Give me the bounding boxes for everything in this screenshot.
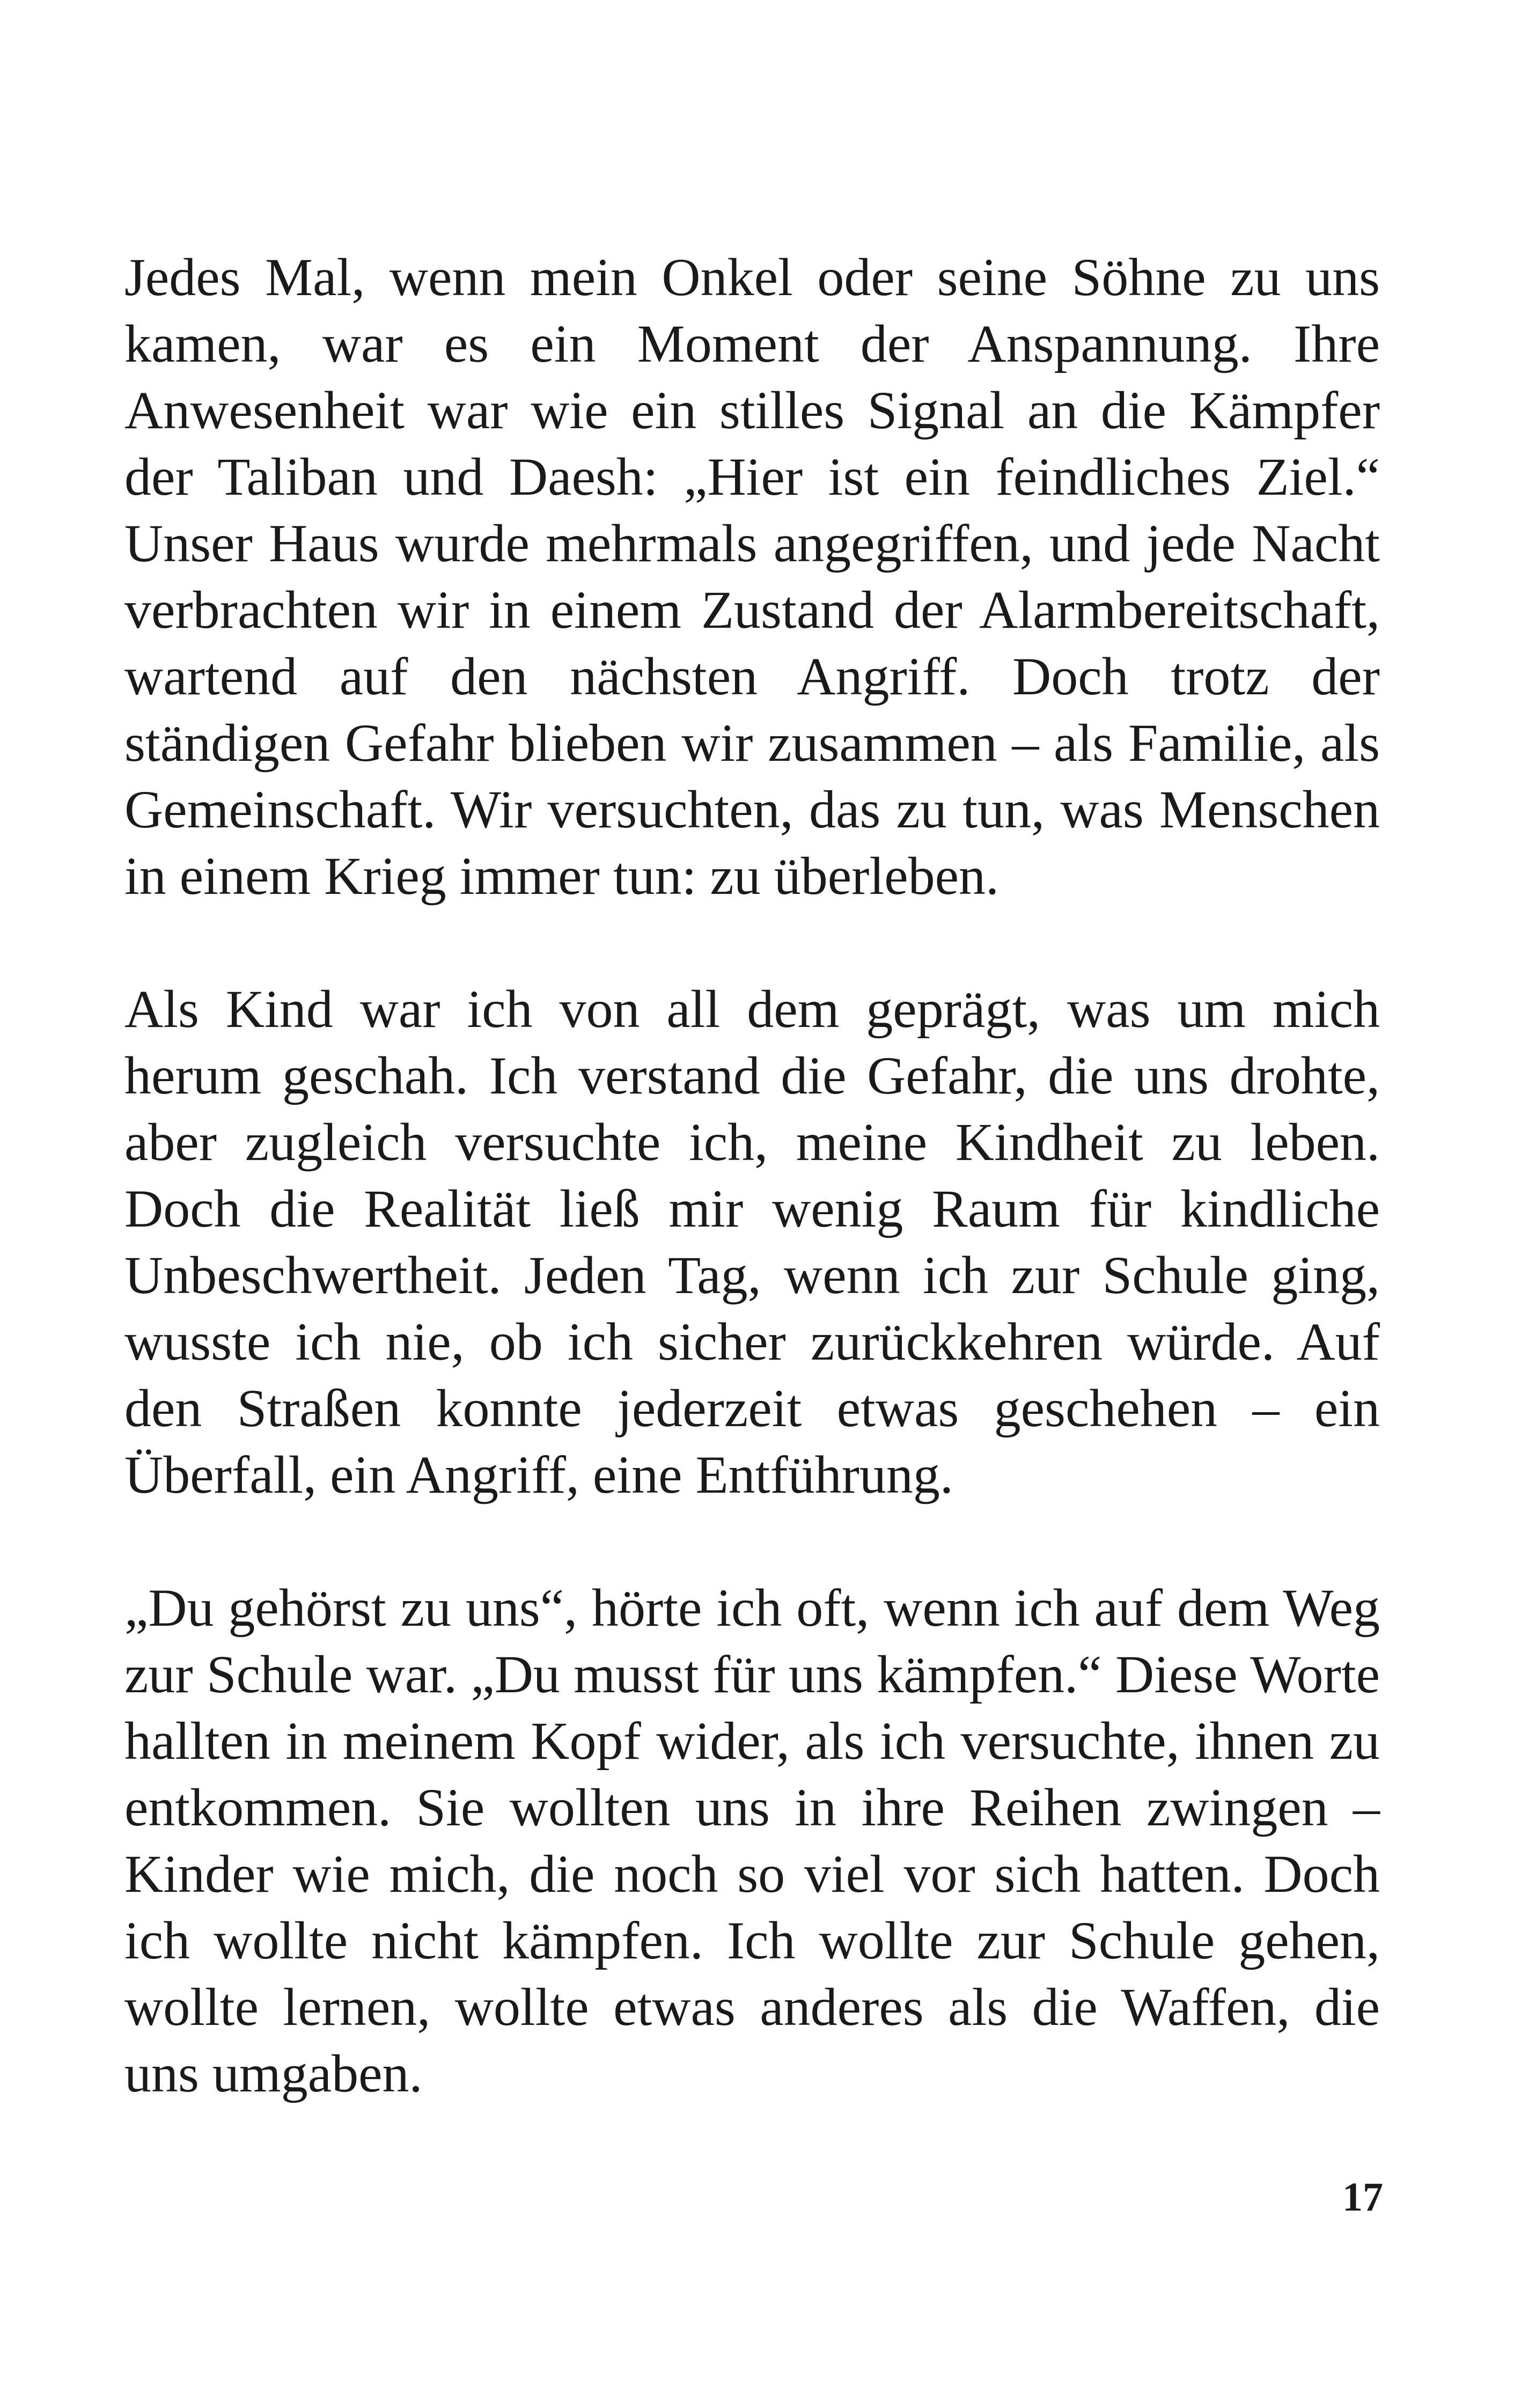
paragraph-3: „Du gehörst zu uns“, hörte ich oft, wenn ich auf dem Weg zur Schule war. „Du musst für uns kämpfen.“ Diese Worte hallten in meinem Kopf wider, als ich versuchte, ihnen zu entkommen. Sie wollten uns in ihre Reihen zwingen – Kinder wie mich, die noch so viel vor sich hatten. Doch ich wollte nicht kämpfen. Ich wollte zur Schule gehen, wollte lernen, wollte etwas anderes als die Waffen, die uns umgaben. — [124, 1578, 1380, 2103]
paragraph-1: Jedes Mal, wenn mein Onkel oder seine Söhne zu uns kamen, war es ein Moment der Anspannung. Ihre Anwesenheit war wie ein stilles Signal an die Kämpfer der Taliban und Daesh: „Hier ist ein feindliches Ziel.“ Unser Haus wurde mehrmals angegriffen, und jede Nacht verbrachten wir in einem Zustand der Alarmbereitschaft, wartend auf den nächsten Angriff. Doch trotz der ständigen Gefahr blieben wir zusammen – als Familie, als Gemeinschaft. Wir versuchten, das zu tun, was Menschen in einem Krieg immer tun: zu überleben. — [124, 247, 1380, 906]
page-number: 17 — [1342, 2175, 1383, 2220]
paragraph-2: Als Kind war ich von all dem geprägt, was um mich herum geschah. Ich verstand die Gefahr, die uns drohte, aber zugleich versuchte ich, meine Kindheit zu leben. Doch die Realität ließ mir wenig Raum für kindliche Unbeschwertheit. Jeden Tag, wenn ich zur Schule ging, wusste ich nie, ob ich sicher zurückkehren würde. Auf den Straßen konnte jederzeit etwas geschehen – ein Überfall, ein Angriff, eine Entführung. — [124, 979, 1380, 1504]
body-text — [124, 244, 1380, 2174]
